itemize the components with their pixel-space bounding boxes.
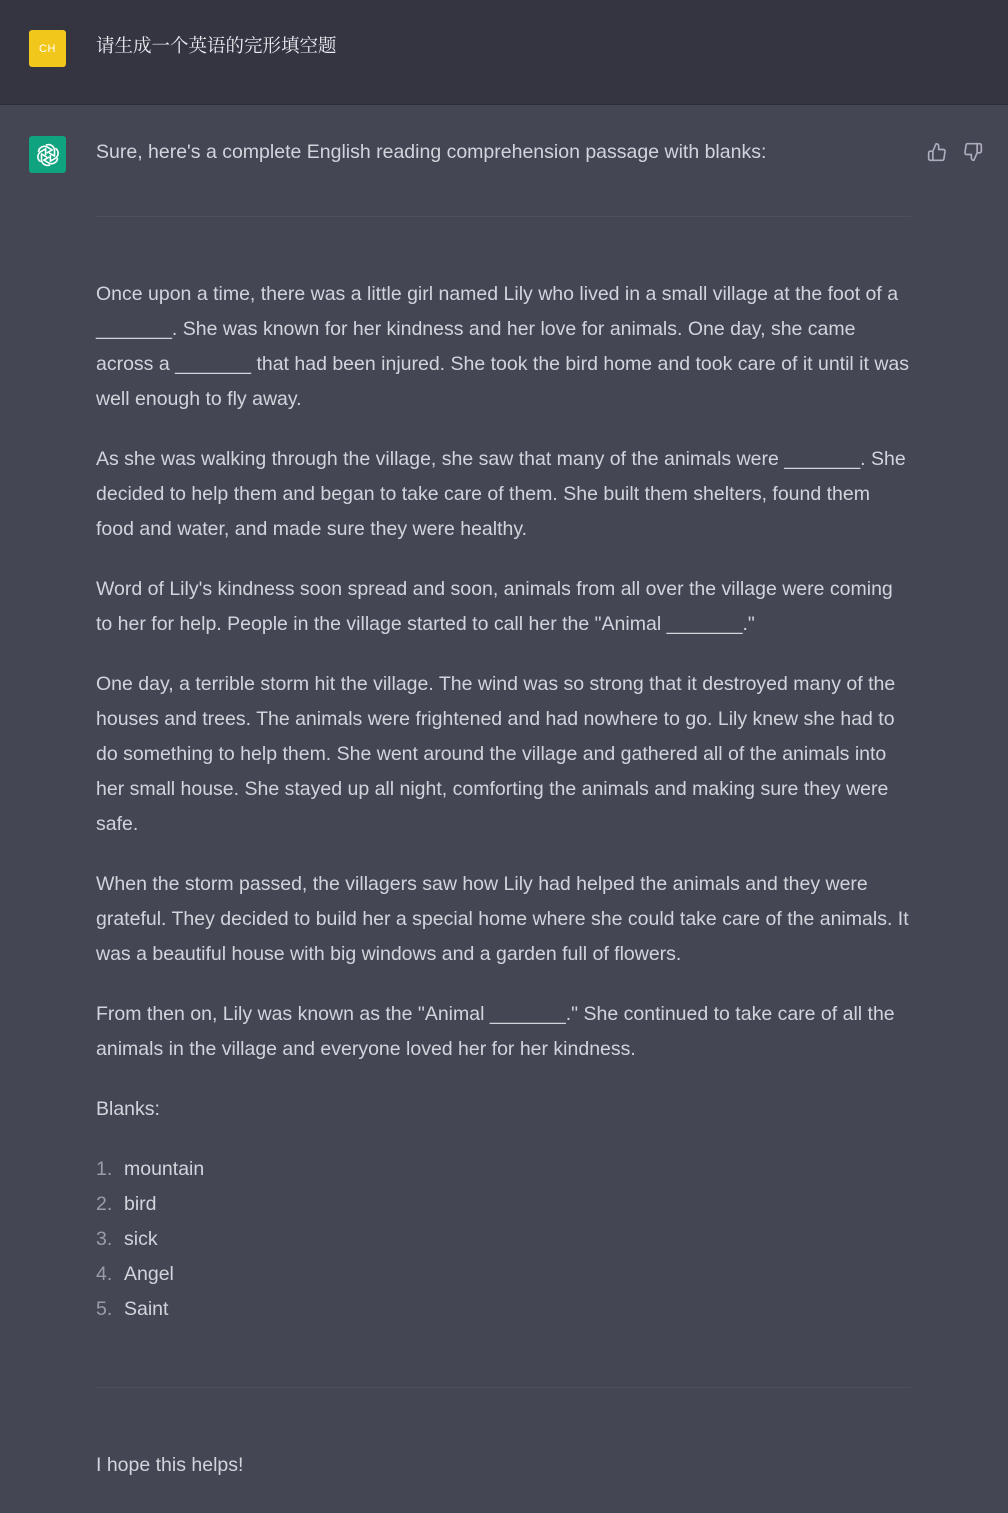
passage-paragraph: As she was walking through the village, she saw that many of the animals were _______. She decided to help them and began to take care of them. She built them shelters, found them food and water, and made sure they were healthy.: [96, 448, 906, 540]
thumbs-down-icon[interactable]: [962, 141, 984, 163]
divider: [96, 1387, 911, 1388]
list-item-text: bird: [124, 1193, 157, 1215]
list-item-number: 5.: [96, 1298, 113, 1320]
assistant-response: [96, 138, 911, 1483]
blanks-label: Blanks:: [96, 1098, 160, 1120]
list-item: [96, 1152, 911, 1187]
list-item-text: Saint: [124, 1298, 169, 1320]
user-prompt-text: 请生成一个英语的完形填空题: [96, 35, 337, 56]
list-item-number: 3.: [96, 1228, 113, 1250]
list-item-number: 1.: [96, 1158, 113, 1180]
assistant-message: [0, 105, 1008, 1513]
passage-paragraph: One day, a terrible storm hit the village. The wind was so strong that it destroyed many of the houses and trees. The animals were frightened and had nowhere to go. Lily knew she had to do something to help them. She went around the village and gathered all of the animals into her small house. She stayed up all night, comforting the animals and making sure they were safe.: [96, 673, 896, 835]
cloze-passage: [96, 277, 911, 1127]
passage-paragraph: Word of Lily's kindness soon spread and soon, animals from all over the village were coming to her for help. People in the village started to call her the "Animal _______.": [96, 578, 893, 635]
response-intro: Sure, here's a complete English reading comprehension passage with blanks:: [96, 141, 767, 163]
list-item-text: mountain: [124, 1158, 205, 1180]
passage-paragraph: When the storm passed, the villagers saw how Lily had helped the animals and they were grateful. They decided to build her a special home where she could take care of the animals. It was a beautiful house with big windows and a garden full of flowers.: [96, 873, 909, 965]
closing-text: I hope this helps!: [96, 1454, 244, 1476]
assistant-avatar: [29, 136, 66, 173]
feedback-controls: [926, 141, 984, 163]
passage-paragraph: Once upon a time, there was a little girl named Lily who lived in a small village at the foot of a _______. She was known for her kindness and her love for animals. One day, she came across a _______ that had been injured. She took the bird home and took care of it until it was well enough to fly away.: [96, 283, 910, 410]
user-message: [0, 0, 1008, 105]
list-item-text: Angel: [124, 1263, 174, 1285]
passage-paragraph: From then on, Lily was known as the "Animal _______." She continued to take care of all the animals in the village and everyone loved her for her kindness.: [96, 1003, 895, 1060]
list-item-number: 4.: [96, 1263, 113, 1285]
thumbs-up-icon[interactable]: [926, 141, 948, 163]
list-item: [96, 1292, 911, 1327]
user-avatar: [29, 30, 66, 67]
list-item: [96, 1257, 911, 1292]
user-avatar-initials: CH: [39, 42, 56, 55]
list-item: [96, 1222, 911, 1257]
answer-list: [96, 1152, 911, 1327]
divider: [96, 216, 911, 217]
list-item: [96, 1187, 911, 1222]
list-item-number: 2.: [96, 1193, 113, 1215]
openai-logo-icon: [35, 142, 61, 168]
list-item-text: sick: [124, 1228, 158, 1250]
